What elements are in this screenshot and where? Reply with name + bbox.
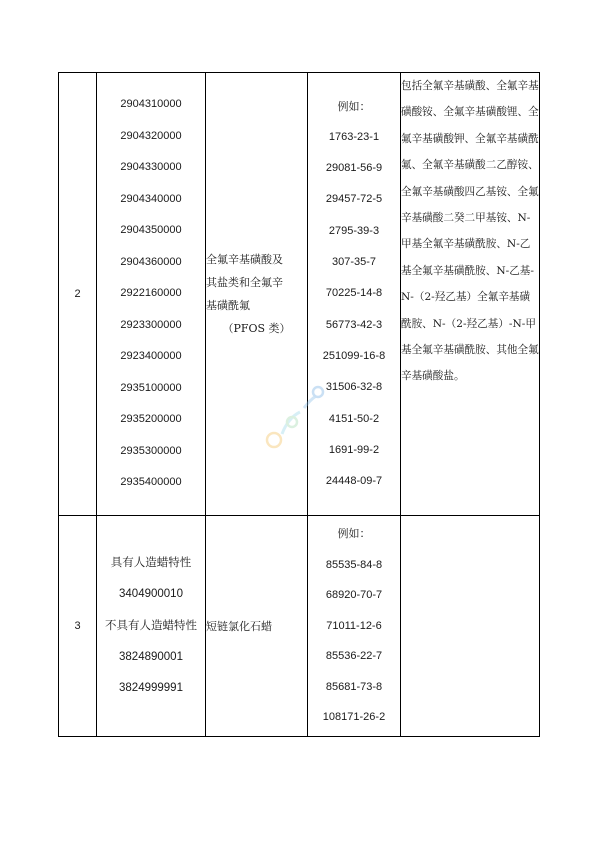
hs-code: 2935400000: [120, 476, 182, 489]
table-row: [59, 73, 540, 516]
cas-number: 108171-26-2: [322, 711, 386, 724]
table-row: [59, 516, 540, 737]
hs-code: 2935100000: [120, 381, 182, 394]
cas-number: 1763-23-1: [328, 130, 380, 143]
hs-code: 2904340000: [120, 192, 182, 205]
substance-name-line: 基磺酰氟: [206, 299, 250, 312]
cas-number: 1691-99-2: [328, 443, 380, 456]
hs-code: 2922160000: [120, 287, 182, 300]
cas-cell: [308, 73, 401, 516]
hs-code: 2935200000: [120, 413, 182, 426]
hs-code: 2935300000: [120, 444, 182, 457]
cas-number: 85535-84-8: [325, 558, 383, 571]
cas-number: 4151-50-2: [328, 412, 380, 425]
substance-name-line: 其盐类和全氟辛: [206, 276, 283, 289]
hs-codes-cell: [97, 73, 206, 516]
hs-code: 2904350000: [120, 224, 182, 237]
hs-code: 2904360000: [120, 255, 182, 268]
row-index: 2: [59, 73, 97, 516]
cas-number: 85536-22-7: [325, 650, 383, 663]
cas-number: 24448-09-7: [325, 475, 383, 488]
hs-codes-cell: [97, 516, 206, 737]
hs-code: 2904310000: [120, 98, 182, 111]
cas-number: 307-35-7: [331, 256, 377, 269]
cas-number: 251099-16-8: [322, 349, 386, 362]
description-cell: [401, 516, 540, 737]
chemical-table: [58, 72, 540, 737]
cas-number: 68920-70-7: [325, 589, 383, 602]
cas-header: 例如：: [337, 526, 371, 540]
hs-code: 2904330000: [120, 161, 182, 174]
code-category-label: 不具有人造蜡特性: [105, 618, 197, 633]
cas-number: 31506-32-8: [325, 381, 383, 394]
cas-number: 70225-14-8: [325, 287, 383, 300]
hs-code: 3404900010: [119, 587, 183, 600]
description-cell: 包括全氟辛基磺酸、全氟辛基磺酸铵、全氟辛基磺酸锂、全氟辛基磺酸钾、全氟辛基磺酰氟、全氟辛基磺酸二乙醇铵、全氟辛基磺酸四乙基铵、全氟辛基磺酸二癸二甲基铵、N-甲基全氟辛基磺酰胺、N-乙基全氟辛基磺酰胺、N-乙基-N-（2-羟乙基）全氟辛基磺酰胺、N-（2-羟乙基）-N-甲基全氟辛基磺酰胺、其他全氟辛基磺酸盐。: [401, 73, 540, 516]
cas-number: 56773-42-3: [325, 318, 383, 331]
substance-name-cell: [206, 73, 308, 516]
substance-name-cell: 短链氯化石蜡: [206, 516, 308, 737]
hs-code: 2904320000: [120, 129, 182, 142]
cas-number: 85681-73-8: [325, 680, 383, 693]
hs-code: 3824890001: [119, 650, 183, 663]
cas-number: 29457-72-5: [325, 193, 383, 206]
cas-number: 2795-39-3: [328, 224, 380, 237]
cas-cell: [308, 516, 401, 737]
row-index: 3: [59, 516, 97, 737]
hs-code: 2923400000: [120, 350, 182, 363]
cas-number: 71011-12-6: [326, 619, 382, 632]
cas-header: 例如：: [337, 99, 371, 113]
code-category-label: 具有人造蜡特性: [110, 555, 192, 570]
substance-name-line: 全氟辛基磺酸及: [206, 253, 283, 266]
hs-code: 2923300000: [120, 318, 182, 331]
cas-number: 29081-56-9: [325, 162, 383, 175]
substance-name-line: （PFOS 类）: [222, 322, 291, 335]
hs-code: 3824999991: [119, 682, 183, 695]
